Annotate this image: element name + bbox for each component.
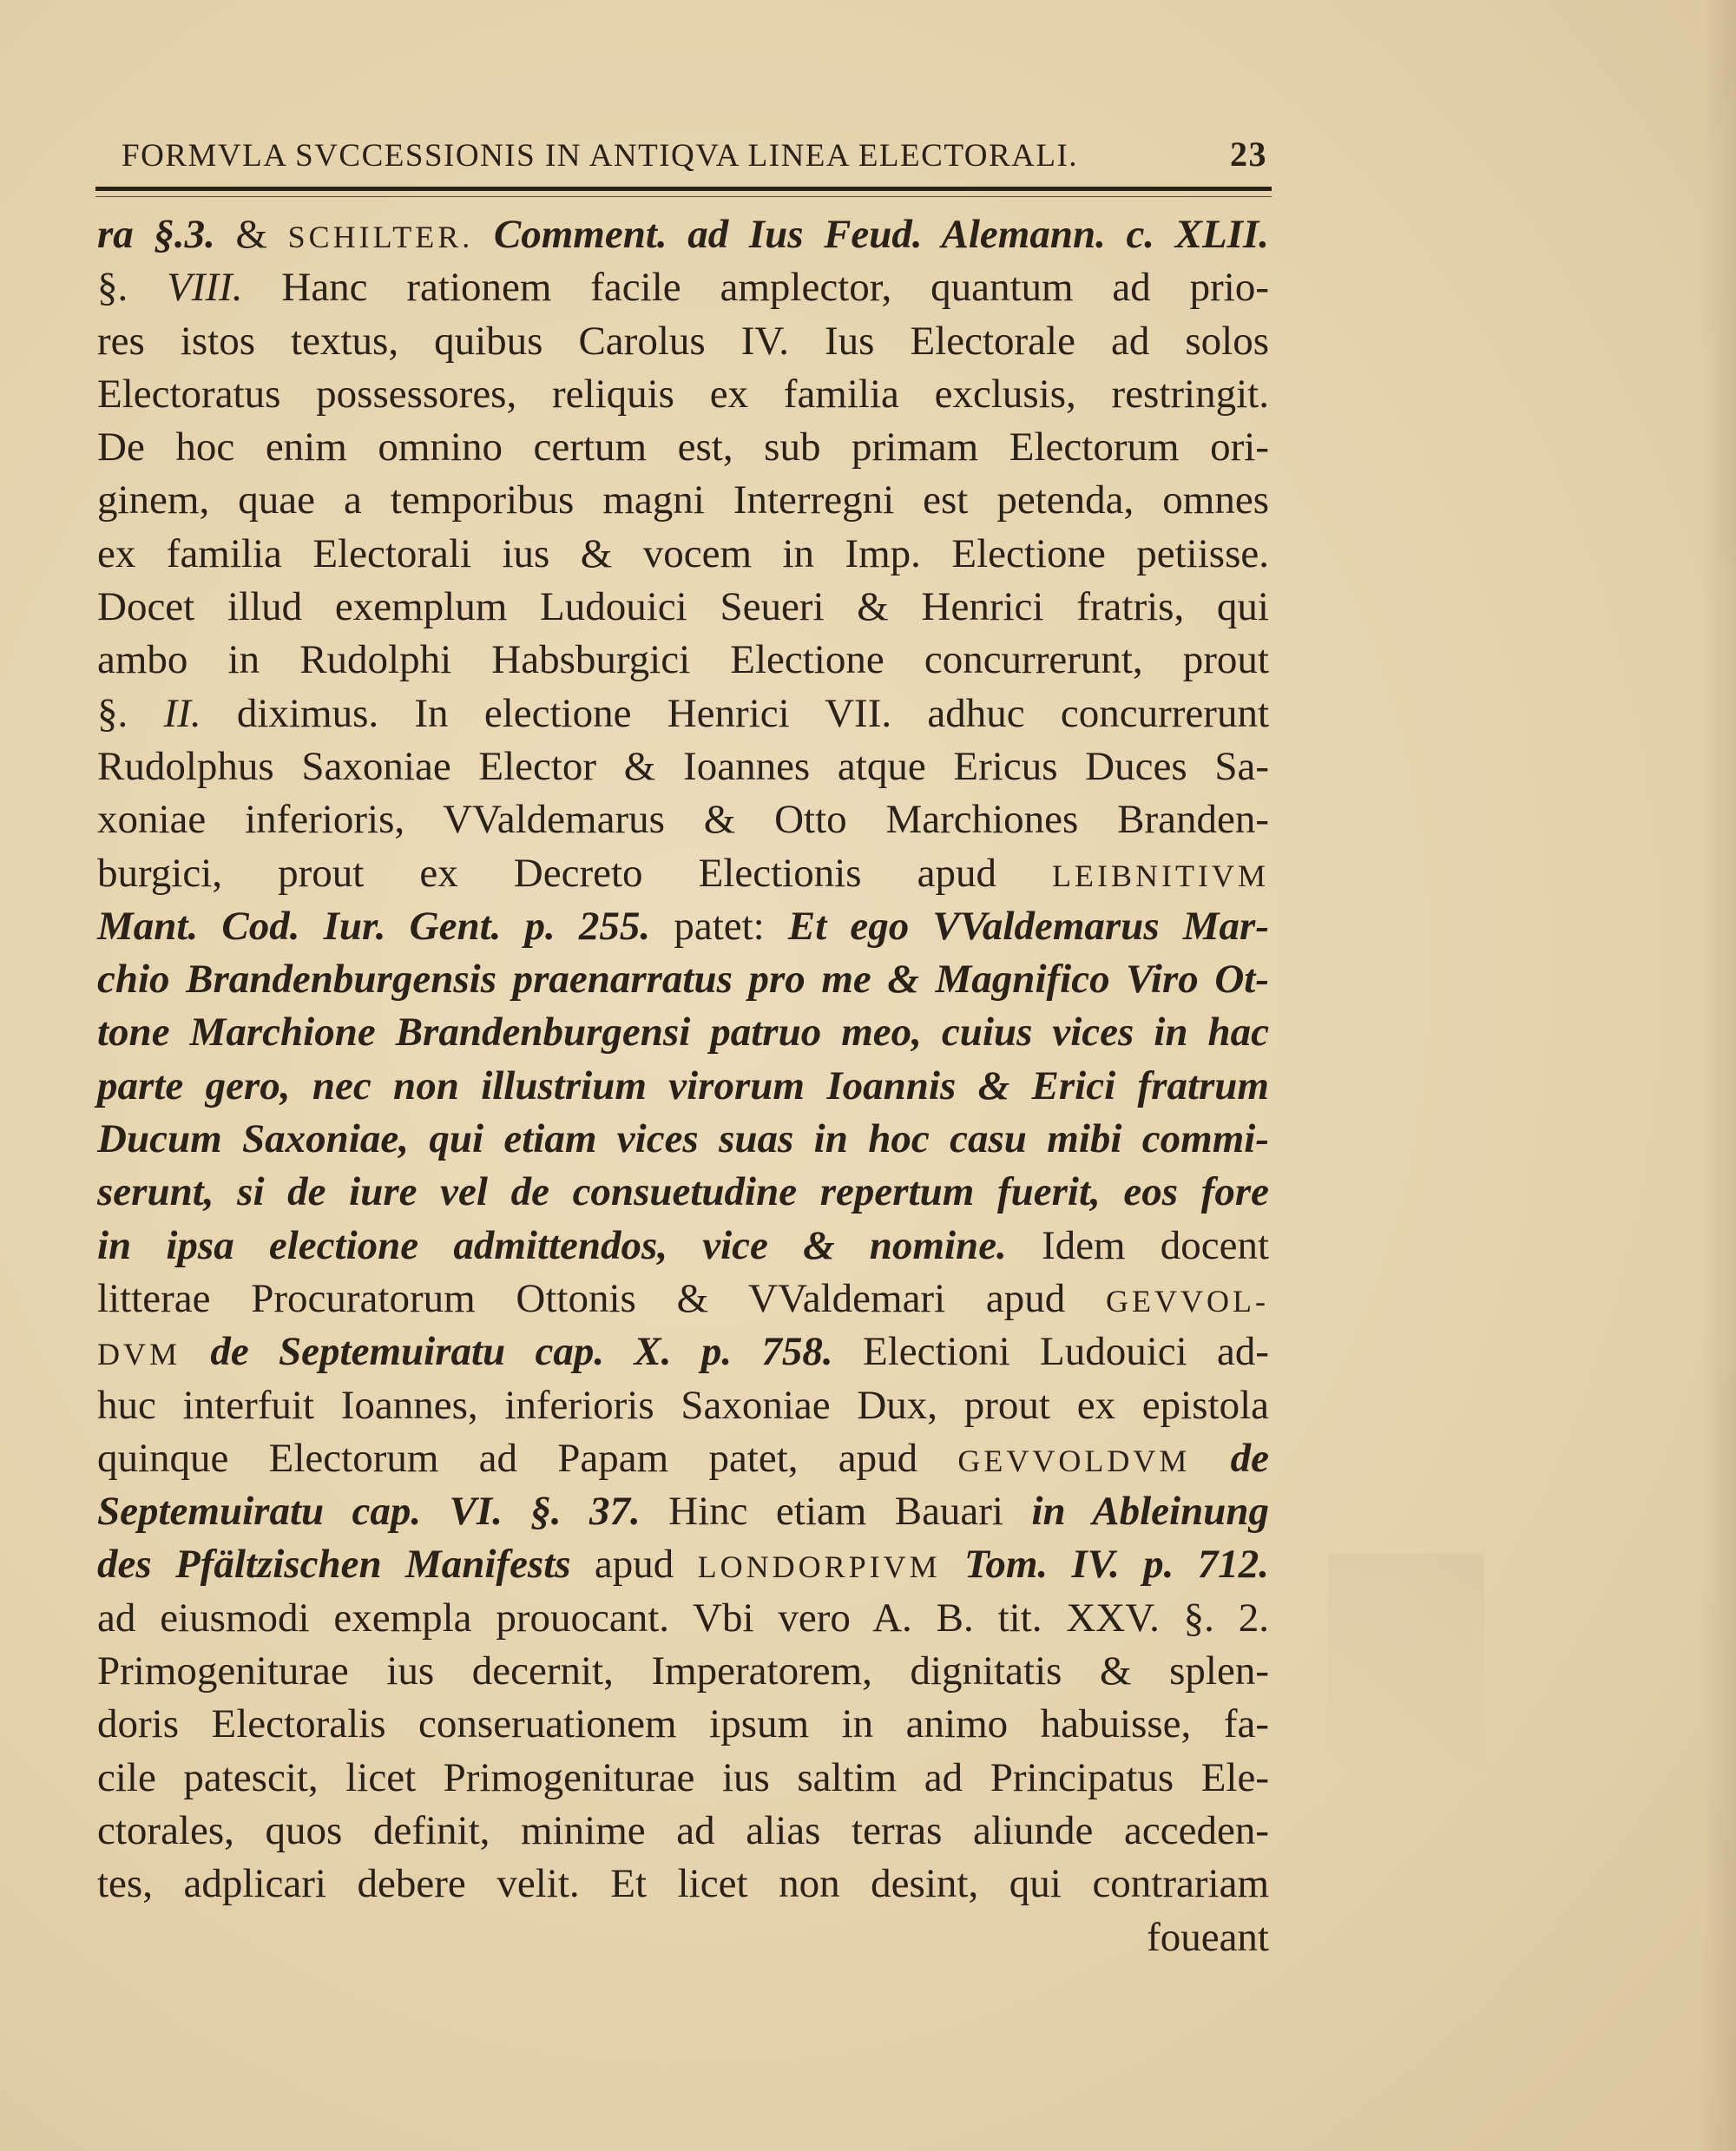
text-line-26: des Pfältzischen Manifests apud LONDORPIVM Tom. IV. p. 712. [97, 1542, 1269, 1588]
running-header [122, 132, 1267, 184]
text-line-21: litterae Procuratorum Ottonis & VValdemari apud GEVVOL- [97, 1275, 1269, 1321]
page-edge-shadow [1701, 0, 1736, 2151]
text-line-17: parte gero, nec non illustrium virorum Ioannis & Erici fratrum [97, 1062, 1269, 1108]
text-line-19: serunt, si de iure vel de consuetudine repertum fuerit, eos fore [97, 1169, 1269, 1215]
text-line-18: Ducum Saxoniae, qui etiam vices suas in hoc casu mibi commi- [97, 1116, 1269, 1162]
text-line-10: §. II. diximus. In electione Henrici VII. adhuc concurrerunt [97, 690, 1269, 736]
text-line-14: Mant. Cod. Iur. Gent. p. 255. patet: Et ego VValdemarus Mar- [97, 903, 1269, 949]
text-line-24: quinque Electorum ad Papam patet, apud GEVVOLDVM de [97, 1435, 1270, 1481]
text-line-7: ex familia Electorali ius & vocem in Imp. Electione petiisse. [97, 530, 1269, 576]
text-line-15: chio Brandenburgensis praenarratus pro me & Magnifico Viro Ot- [97, 957, 1269, 1003]
text-line-28: Primogeniturae ius decernit, Imperatorem, dignitatis & splen- [97, 1648, 1269, 1694]
text-line-2: §. VIII. Hanc rationem facile amplector, quantum ad prio- [97, 265, 1270, 311]
text-line-30: cile patescit, licet Primogeniturae ius saltim ad Principatus Ele- [97, 1754, 1269, 1800]
text-line-1: ra §.3. & SCHILTER. Comment. ad Ius Feud. Alemann. c. XLII. [97, 212, 1270, 257]
text-line-16: tone Marchione Brandenburgensi patruo meo, cuius vices in hac [97, 1010, 1269, 1056]
text-line-8: Docet illud exemplum Ludouici Seueri & Henrici fratris, qui [97, 584, 1269, 630]
text-line-13: burgici, prout ex Decreto Electionis apud LEIBNITIVM [97, 850, 1269, 896]
catchword: foueant [1147, 1914, 1269, 1960]
text-line-32: tes, adplicari debere velit. Et licet non desint, qui contrariam [97, 1861, 1269, 1907]
text-line-6: ginem, quae a temporibus magni Interregni est petenda, omnes [97, 477, 1269, 523]
header-rule [95, 187, 1272, 191]
text-line-4: Electoratus possessores, reliquis ex familia exclusis, restringit. [97, 371, 1269, 417]
text-line-27: ad eiusmodi exempla prouocant. Vbi vero A. B. tit. XXV. §. 2. [97, 1595, 1269, 1641]
text-line-22: DVM de Septemuiratu cap. X. p. 758. Electioni Ludouici ad- [97, 1329, 1270, 1375]
text-line-31: ctorales, quos definit, minime ad alias terras aliunde acceden- [97, 1807, 1269, 1853]
page-number: 23 [1230, 135, 1267, 174]
text-line-29: doris Electoralis conseruationem ipsum in animo habuisse, fa- [97, 1701, 1269, 1747]
show-through-stain [1328, 1554, 1484, 1779]
text-line-9: ambo in Rudolphi Habsburgici Electione concurrerunt, prout [97, 637, 1269, 683]
text-line-11: Rudolphus Saxoniae Elector & Ioannes atque Ericus Duces Sa- [97, 743, 1269, 789]
text-line-3: res istos textus, quibus Carolus IV. Ius Electorale ad solos [97, 318, 1269, 364]
running-title: FORMVLA SVCCESSIONIS IN ANTIQVA LINEA ELECTORALI. [122, 138, 1079, 174]
body-text [97, 208, 1269, 1964]
text-line-12: xoniae inferioris, VValdemarus & Otto Marchiones Branden- [97, 797, 1269, 843]
header-rule-thin [95, 196, 1272, 197]
text-line-23: huc interfuit Ioannes, inferioris Saxoniae Dux, prout ex epistola [97, 1382, 1269, 1428]
text-line-25: Septemuiratu cap. VI. §. 37. Hinc etiam Bauari in Ableinung [97, 1489, 1270, 1535]
text-line-20: in ipsa electione admittendos, vice & nomine. Idem docent [97, 1222, 1270, 1268]
text-line-5: De hoc enim omnino certum est, sub primam Electorum ori- [97, 424, 1269, 470]
